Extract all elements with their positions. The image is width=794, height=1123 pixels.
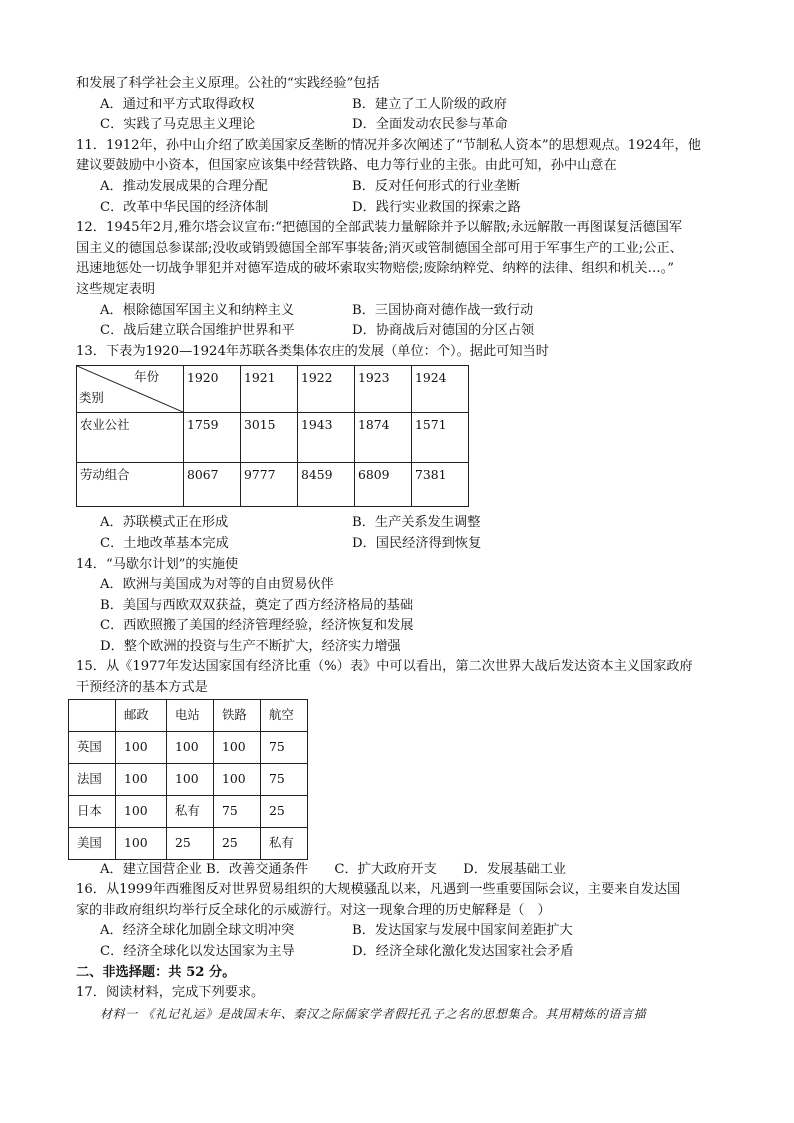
q13-corner-cell xyxy=(77,366,184,413)
q13-cell: 6809 xyxy=(355,463,412,507)
q15-cell: 私有 xyxy=(261,827,308,859)
q13-table xyxy=(76,365,469,507)
q14-option-a[interactable]: A．欧洲与美国成为对等的自由贸易伙伴 xyxy=(100,577,334,593)
q13-option-c[interactable]: C．土地改革基本完成 xyxy=(100,535,229,551)
q15-row-uk xyxy=(69,731,308,763)
q14-stem: 14．“马歇尔计划”的实施使 xyxy=(76,556,239,572)
q16-stem-line-1: 16．从1999年西雅图反对世界贸易组织的大规模骚乱以来，凡遇到一些重要国际会议，主要来自发达国 xyxy=(76,882,681,898)
q15-row-label: 美国 xyxy=(69,827,116,859)
q13-options-row-2 xyxy=(76,534,726,555)
q10-options-row-1 xyxy=(76,95,726,116)
q15-header-cell: 邮政 xyxy=(116,699,167,731)
q16-option-a[interactable]: A．经济全球化加剧全球文明冲突 xyxy=(100,923,295,939)
q10-option-a[interactable]: A．通过和平方式取得政权 xyxy=(100,96,255,112)
q17-material: 材料一 《礼记礼运》是战国末年、秦汉之际儒家学者假托孔子之名的思想集合。其用精炼的语言描 xyxy=(100,1006,647,1021)
q14-option-d[interactable]: D．整个欧洲的投资与生产不断扩大，经济实力增强 xyxy=(100,638,401,654)
q15-stem-line-2: 干预经济的基本方式是 xyxy=(76,680,208,696)
q13-row-commune xyxy=(77,413,469,463)
q15-cell: 100 xyxy=(116,763,167,795)
q15-header-cell: 航空 xyxy=(261,699,308,731)
q13-cell: 8067 xyxy=(184,463,241,507)
q15-cell: 100 xyxy=(214,731,261,763)
q15-stem-line-1: 15．从《1977年发达国家国有经济比重（%）表》中可以看出，第二次世界大战后发达资本主义国家政府 xyxy=(76,659,693,675)
q16-option-c[interactable]: C．经济全球化以发达国家为主导 xyxy=(100,944,295,960)
q15-row-label: 英国 xyxy=(69,731,116,763)
q12-options-row-1 xyxy=(76,301,726,322)
q11-option-d[interactable]: D．践行实业救国的探索之路 xyxy=(352,199,521,215)
q13-year-cell: 1921 xyxy=(241,366,298,413)
q15-options[interactable]: A．建立国营企业 B．改善交通条件 C．扩大政府开支 D．发展基础工业 xyxy=(100,861,567,877)
exam-page xyxy=(76,74,726,1024)
q15-cell: 25 xyxy=(167,827,214,859)
q13-year-cell: 1920 xyxy=(184,366,241,413)
q15-header-cell: 铁路 xyxy=(214,699,261,731)
q15-header-cell xyxy=(69,699,116,731)
q13-option-b[interactable]: B．生产关系发生调整 xyxy=(352,515,481,531)
q13-row-label: 农业公社 xyxy=(77,413,184,463)
q15-header-cell: 电站 xyxy=(167,699,214,731)
q13-year-cell: 1924 xyxy=(412,366,469,413)
q11-option-c[interactable]: C．改革中华民国的经济体制 xyxy=(100,199,269,215)
q15-cell: 75 xyxy=(261,731,308,763)
q15-cell: 100 xyxy=(116,731,167,763)
q16-options-row-1 xyxy=(76,921,726,942)
q15-cell: 100 xyxy=(116,827,167,859)
q12-option-a[interactable]: A．根除德国军国主义和纳粹主义 xyxy=(100,302,295,318)
section-heading: 二、非选择题：共 52 分。 xyxy=(76,964,236,980)
q12-stem-line-3: 迅速地惩处一切战争罪犯并对德军造成的破坏索取实物赔偿;废除纳粹党、纳粹的法律、组织和机关…。” xyxy=(76,261,675,277)
q15-header-row xyxy=(69,699,308,731)
q11-stem-line-2: 建议要鼓励中小资本，但国家应该集中经营铁路、电力等行业的主张。由此可知，孙中山意在 xyxy=(76,158,617,174)
q13-year-cell: 1922 xyxy=(298,366,355,413)
q12-options-row-2 xyxy=(76,321,726,342)
q13-corner-year: 年份 xyxy=(134,369,159,385)
q12-option-b[interactable]: B．三国协商对德作战一致行动 xyxy=(352,302,534,318)
q15-cell: 100 xyxy=(167,763,214,795)
q13-cell: 3015 xyxy=(241,413,298,463)
q13-cell: 1571 xyxy=(412,413,469,463)
q15-row-france xyxy=(69,763,308,795)
q13-row-label: 劳动组合 xyxy=(77,463,184,507)
q10-option-c[interactable]: C．实践了马克思主义理论 xyxy=(100,117,256,133)
q10-option-d[interactable]: D．全面发动农民参与革命 xyxy=(352,117,508,133)
q10-option-b[interactable]: B．建立了工人阶级的政府 xyxy=(352,96,507,112)
q16-options-row-2 xyxy=(76,942,726,963)
q12-option-c[interactable]: C．战后建立联合国维护世界和平 xyxy=(100,323,295,339)
q16-stem-line-2: 家的非政府组织均举行反全球化的示威游行。对这一现象合理的历史解释是（ ） xyxy=(76,902,551,918)
q11-options-row-2 xyxy=(76,198,726,219)
q10-options-row-2 xyxy=(76,115,726,136)
q13-option-a[interactable]: A．苏联模式正在形成 xyxy=(100,515,229,531)
q15-cell: 100 xyxy=(116,795,167,827)
q12-stem-line-4: 这些规定表明 xyxy=(76,281,156,297)
q13-cell: 8459 xyxy=(298,463,355,507)
q15-cell: 100 xyxy=(214,763,261,795)
q13-cell: 7381 xyxy=(412,463,469,507)
q15-cell: 75 xyxy=(261,763,308,795)
q15-table xyxy=(68,699,308,860)
q15-row-label: 日本 xyxy=(69,795,116,827)
q15-cell: 100 xyxy=(167,731,214,763)
q13-stem: 13．下表为1920—1924年苏联各类集体农庄的发展（单位：个）。据此可知当时 xyxy=(76,343,549,359)
q13-cell: 9777 xyxy=(241,463,298,507)
q15-row-usa xyxy=(69,827,308,859)
q13-row-artel xyxy=(77,463,469,507)
q11-stem-line-1: 11．1912年，孙中山介绍了欧美国家反垄断的情况并多次阐述了“节制私人资本”的思想观点。1924年，他 xyxy=(76,137,701,153)
q14-option-c[interactable]: C．西欧照搬了美国的经济管理经验，经济恢复和发展 xyxy=(100,618,414,634)
q15-row-label: 法国 xyxy=(69,763,116,795)
q13-header-row xyxy=(77,366,469,413)
q17-stem: 17．阅读材料，完成下列要求。 xyxy=(76,985,265,1001)
q15-cell: 25 xyxy=(261,795,308,827)
q15-cell: 75 xyxy=(214,795,261,827)
q15-row-japan xyxy=(69,795,308,827)
q15-cell: 私有 xyxy=(167,795,214,827)
q13-option-d[interactable]: D．国民经济得到恢复 xyxy=(352,535,482,551)
q11-option-a[interactable]: A．推动发展成果的合理分配 xyxy=(100,178,268,194)
q13-options-row-1 xyxy=(76,513,726,534)
q15-cell: 25 xyxy=(214,827,261,859)
q13-corner-category: 类别 xyxy=(79,389,104,405)
q13-cell: 1874 xyxy=(355,413,412,463)
q11-options-row-1 xyxy=(76,177,726,198)
q16-option-b[interactable]: B．发达国家与发展中国家间差距扩大 xyxy=(352,923,573,939)
intro-line: 和发展了科学社会主义原理。公社的“实践经验”包括 xyxy=(76,76,380,91)
q13-cell: 1943 xyxy=(298,413,355,463)
q14-option-b[interactable]: B．美国与西欧双双获益，奠定了西方经济格局的基础 xyxy=(100,597,414,613)
q11-option-b[interactable]: B．反对任何形式的行业垄断 xyxy=(352,178,520,194)
q13-year-cell: 1923 xyxy=(355,366,412,413)
q12-stem-line-2: 国主义的德国总参谋部;没收或销毁德国全部军事装备;消灭或管制德国全部可用于军事生产的工业;公正、 xyxy=(76,240,683,256)
q13-cell: 1759 xyxy=(184,413,241,463)
q12-option-d[interactable]: D．协商战后对德国的分区占领 xyxy=(352,323,535,339)
q16-option-d[interactable]: D．经济全球化激化发达国家社会矛盾 xyxy=(352,944,574,960)
q12-stem-line-1: 12．1945年2月,雅尔塔会议宣布:“把德国的全部武装力量解除并予以解散;永远解散一再图谋复活德国军 xyxy=(76,220,683,236)
